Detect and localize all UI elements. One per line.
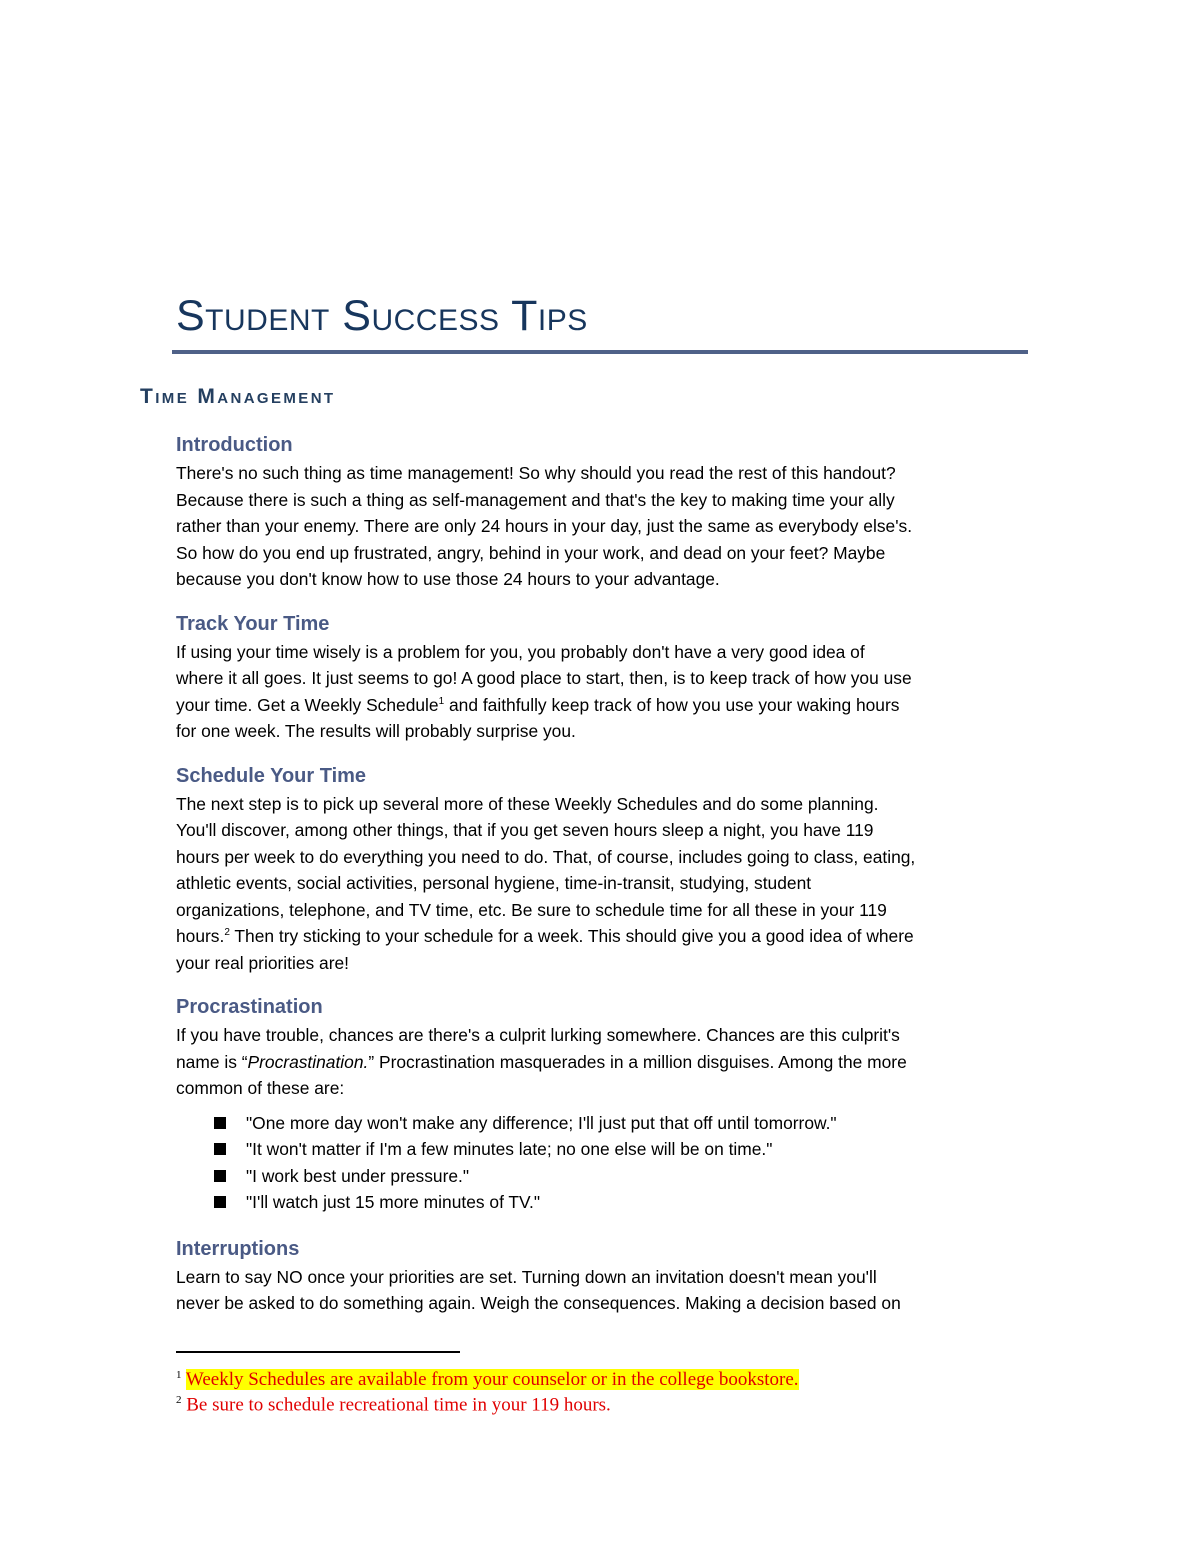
document-title: Student Success Tips bbox=[176, 292, 588, 340]
subhead-track-your-time: Track Your Time bbox=[176, 612, 330, 635]
subhead-procrastination: Procrastination bbox=[176, 996, 323, 1018]
text-line: You'll discover, among other things, that if you get seven hours sleep a night, you have 119 bbox=[176, 820, 874, 840]
text-line: The next step is to pick up several more of these Weekly Schedules and do some planning. bbox=[176, 793, 879, 814]
text-line: where it all goes. It just seems to go! A good place to start, then, is to keep track of how you use bbox=[176, 668, 912, 688]
text-line: If using your time wisely is a problem for you, you probably don't have a very good idea of bbox=[176, 641, 865, 662]
paragraph-introduction bbox=[176, 460, 1036, 593]
footnote-2 bbox=[176, 1388, 611, 1417]
subhead-interruptions: Interruptions bbox=[176, 1237, 300, 1260]
text-line: If you have trouble, chances are there's a culprit lurking somewhere. Chances are this culprit's bbox=[176, 1025, 900, 1045]
square-bullet-icon bbox=[214, 1196, 226, 1208]
footnote-ref-2[interactable]: 2 bbox=[224, 927, 230, 939]
text-segment: and faithfully keep track of how you use your waking hours bbox=[444, 694, 900, 715]
list-item-text: "I'll watch just 15 more minutes of TV." bbox=[246, 1192, 541, 1212]
text-line bbox=[176, 1049, 1036, 1076]
document-body bbox=[176, 430, 1036, 1333]
bullet-list bbox=[176, 1110, 1036, 1216]
title-rule bbox=[172, 350, 1028, 354]
section-heading: Time Management bbox=[140, 385, 336, 408]
text-line: never be asked to do something again. Weigh the consequences. Making a decision based on bbox=[176, 1293, 901, 1313]
text-line: because you don't know how to use those 24 hours to your advantage. bbox=[176, 569, 720, 589]
text-segment: Then try sticking to your schedule for a week. This should give you a good idea of where bbox=[229, 926, 914, 946]
text-line bbox=[176, 923, 1036, 950]
text-line: organizations, telephone, and TV time, etc. Be sure to schedule time for all these in your 119 bbox=[176, 899, 887, 920]
paragraph-interruptions bbox=[176, 1264, 1036, 1317]
text-line bbox=[176, 692, 1036, 719]
text-segment: hours. bbox=[176, 926, 225, 946]
text-line: Learn to say NO once your priorities are set. Turning down an invitation doesn't mean you'll bbox=[176, 1266, 877, 1287]
footnote-separator bbox=[176, 1351, 460, 1353]
subhead-schedule-your-time: Schedule Your Time bbox=[176, 764, 367, 787]
text-line: athletic events, social activities, personal hygiene, time-in-transit, studying, student bbox=[176, 873, 812, 893]
paragraph-procrastination bbox=[176, 1022, 1036, 1102]
list-item-text: "One more day won't make any difference; I'll just put that off until tomorrow." bbox=[246, 1112, 837, 1133]
text-line: for one week. The results will probably surprise you. bbox=[176, 721, 576, 741]
list-item bbox=[176, 1163, 1036, 1190]
footnote-number: 1 bbox=[176, 1369, 182, 1381]
list-item-text: "It won't matter if I'm a few minutes late; no one else will be on time." bbox=[246, 1139, 773, 1159]
paragraph-track-your-time bbox=[176, 639, 1036, 745]
text-line: Because there is such a thing as self-management and that's the key to making time your ally bbox=[176, 489, 895, 510]
square-bullet-icon bbox=[214, 1170, 226, 1182]
footnote-number: 2 bbox=[176, 1394, 182, 1406]
text-line: your real priorities are! bbox=[176, 952, 350, 973]
subhead-introduction: Introduction bbox=[176, 434, 293, 456]
text-line: hours per week to do everything you need to do. That, of course, includes going to class, eating, bbox=[176, 846, 916, 867]
emphasis-text: Procrastination. bbox=[247, 1051, 369, 1072]
footnote-ref-1[interactable]: 1 bbox=[438, 695, 445, 707]
list-item bbox=[176, 1136, 1036, 1163]
list-item bbox=[176, 1110, 1036, 1137]
text-line: There's no such thing as time management! So why should you read the rest of this handout? bbox=[176, 463, 896, 483]
text-line: rather than your enemy. There are only 24 hours in your day, just the same as everybody else's. bbox=[176, 516, 913, 536]
square-bullet-icon bbox=[214, 1117, 226, 1129]
text-segment: your time. Get a Weekly Schedule bbox=[176, 694, 439, 715]
paragraph-schedule-your-time bbox=[176, 791, 1036, 977]
text-segment: name is “ bbox=[176, 1051, 248, 1072]
footnote-text: Be sure to schedule recreational time in your 119 hours. bbox=[186, 1394, 611, 1416]
list-item bbox=[176, 1189, 1036, 1216]
text-line: So how do you end up frustrated, angry, behind in your work, and dead on your feet? Maybe bbox=[176, 542, 886, 563]
text-line: common of these are: bbox=[176, 1078, 345, 1098]
square-bullet-icon bbox=[214, 1143, 226, 1155]
footnote-text: Weekly Schedules are available from your counselor or in the college bookstore. bbox=[185, 1369, 799, 1391]
list-item-text: "I work best under pressure." bbox=[246, 1165, 470, 1186]
text-segment: ” Procrastination masquerades in a million disguises. Among the more bbox=[368, 1051, 907, 1072]
